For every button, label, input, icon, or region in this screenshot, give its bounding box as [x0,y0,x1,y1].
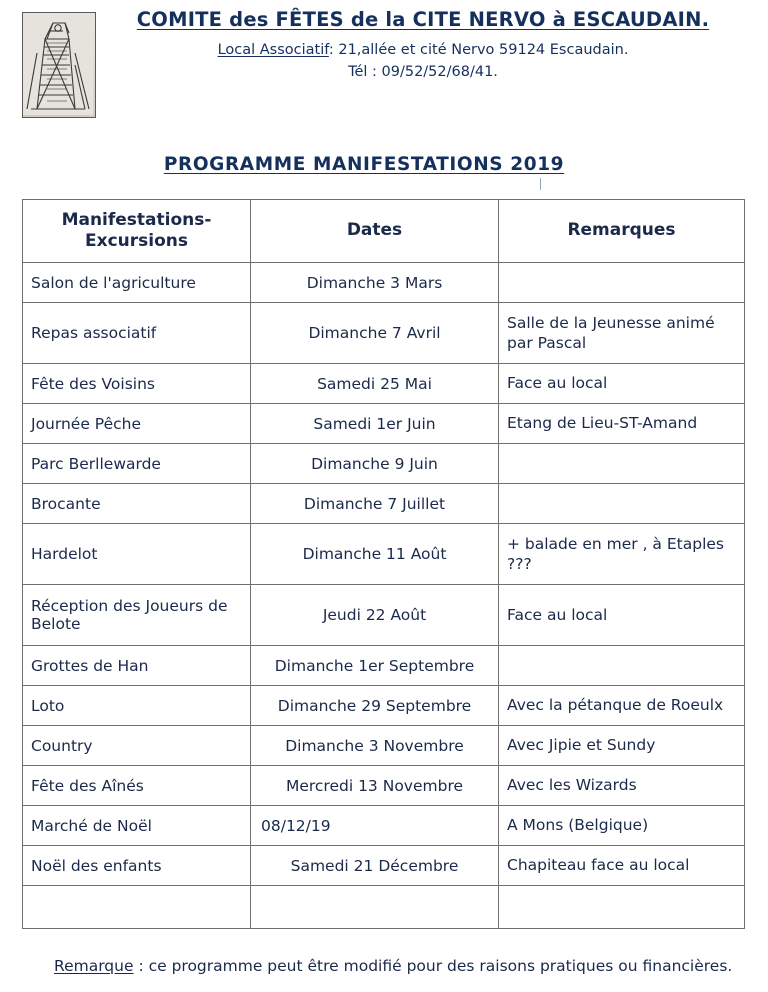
cell-date: Dimanche 11 Août [251,524,499,585]
table-row [23,726,745,766]
cell-event: Hardelot [23,524,251,585]
table-header-row [23,200,745,263]
cell-event: Salon de l'agriculture [23,263,251,303]
cell-note: Face au local [499,585,745,646]
cell-note [499,444,745,484]
cell-date: Dimanche 29 Septembre [251,686,499,726]
address-line [106,42,740,58]
column-header-dates: Dates [251,200,499,263]
cell-event: Parc Berllewarde [23,444,251,484]
cell-date: Dimanche 7 Avril [251,303,499,364]
cell-date: Samedi 25 Mai [251,364,499,404]
column-header-remarks: Remarques [499,200,745,263]
document-header [22,8,746,120]
table-row [23,404,745,444]
events-table [22,199,745,929]
stray-pen-mark [540,178,541,190]
column-header-events-line2: Excursions [85,231,188,251]
footer-note [22,955,746,978]
cell-event [23,886,251,929]
headframe-illustration [23,13,93,115]
cell-date: 08/12/19 [251,806,499,846]
footer-text: : ce programme peut être modifié pour des raisons pratiques ou financières. [133,957,733,975]
cell-date: Dimanche 9 Juin [251,444,499,484]
cell-note: Etang de Lieu-ST-Amand [499,404,745,444]
cell-event: Fête des Aînés [23,766,251,806]
table-row [23,484,745,524]
cell-note [499,484,745,524]
cell-note: Avec Jipie et Sundy [499,726,745,766]
cell-event: Country [23,726,251,766]
table-row [23,806,745,846]
cell-date: Samedi 21 Décembre [251,846,499,886]
cell-date: Samedi 1er Juin [251,404,499,444]
cell-event: Marché de Noël [23,806,251,846]
events-table-body [23,263,745,929]
program-title: PROGRAMME MANIFESTATIONS 2019 [163,154,565,175]
cell-date: Dimanche 7 Juillet [251,484,499,524]
cell-date: Dimanche 3 Novembre [251,726,499,766]
table-row [23,585,745,646]
cell-event: Journée Pêche [23,404,251,444]
cell-note [499,263,745,303]
table-row [23,686,745,726]
cell-event: Noël des enfants [23,846,251,886]
table-row [23,846,745,886]
cell-event: Fête des Voisins [23,364,251,404]
cell-date: Dimanche 1er Septembre [251,646,499,686]
table-row [23,444,745,484]
committee-logo [22,12,96,118]
cell-event: Repas associatif [23,303,251,364]
cell-note [499,646,745,686]
address-value: : 21,allée et cité Nervo 59124 Escaudain. [328,42,629,58]
cell-note [499,886,745,929]
cell-note: + balade en mer , à Etaples ??? [499,524,745,585]
cell-event: Réception des Joueurs de Belote [23,585,251,646]
cell-note: Avec la pétanque de Roeulx [499,686,745,726]
cell-date: Dimanche 3 Mars [251,263,499,303]
cell-date: Mercredi 13 Novembre [251,766,499,806]
header-text-block [106,8,746,80]
table-row [23,646,745,686]
table-row [23,524,745,585]
cell-event: Loto [23,686,251,726]
cell-event: Grottes de Han [23,646,251,686]
column-header-events [23,200,251,263]
table-row [23,766,745,806]
table-row [23,303,745,364]
cell-event: Brocante [23,484,251,524]
footer-label: Remarque [54,957,134,975]
cell-note: Avec les Wizards [499,766,745,806]
address-label: Local Associatif [217,42,329,58]
cell-note: A Mons (Belgique) [499,806,745,846]
cell-note: Face au local [499,364,745,404]
table-row-empty [23,886,745,929]
document-title: COMITE des FÊTES de la CITE NERVO à ESCAUDAIN. [136,8,710,31]
column-header-events-line1: Manifestations- [61,209,212,230]
cell-note: Salle de la Jeunesse animé par Pascal [499,303,745,364]
cell-date [251,886,499,929]
table-row [23,364,745,404]
table-row [23,263,745,303]
phone-line: Tél : 09/52/52/68/41. [348,64,498,80]
cell-note: Chapiteau face au local [499,846,745,886]
cell-date: Jeudi 22 Août [251,585,499,646]
